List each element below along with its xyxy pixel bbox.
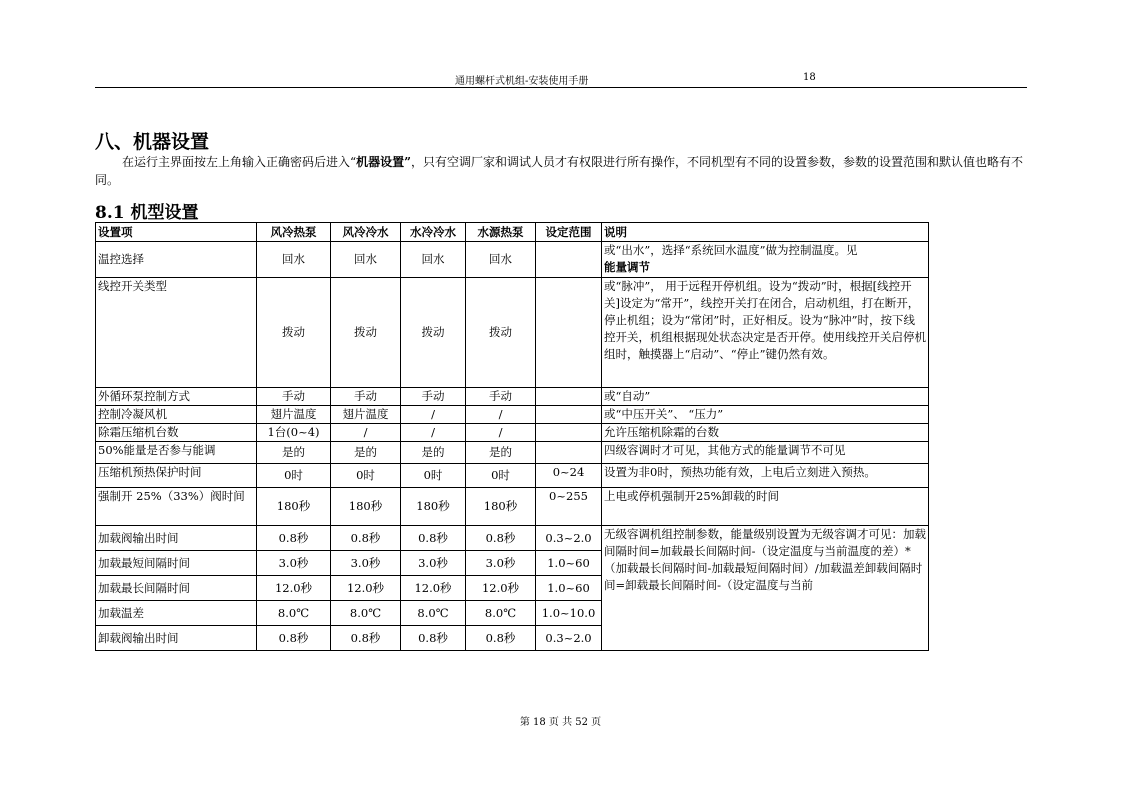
value-cell: 8.0℃ xyxy=(257,601,331,626)
table-row xyxy=(96,442,929,464)
value-cell: 0.8秒 xyxy=(466,526,536,551)
header-cell: 水源热泵 xyxy=(466,223,536,242)
table-row xyxy=(96,488,929,526)
value-cell: 拨动 xyxy=(466,278,536,388)
header-page-number: 18 xyxy=(803,72,816,83)
value-cell: 180秒 xyxy=(331,488,401,526)
value-cell: 0时 xyxy=(401,464,466,488)
table-row xyxy=(96,424,929,442)
value-cell: 是的 xyxy=(331,442,401,464)
value-cell: 0.8秒 xyxy=(257,526,331,551)
desc-cell: 四级容调时才可见，其他方式的能量调节不可见 xyxy=(602,442,929,464)
value-cell: 拨动 xyxy=(401,278,466,388)
item-cell: 50%能量是否参与能调 xyxy=(96,442,257,464)
range-cell: 0.3~2.0 xyxy=(536,526,602,551)
desc-cell: 或“中压开关”、 “压力” xyxy=(602,406,929,424)
table-row xyxy=(96,464,929,488)
value-cell: 回水 xyxy=(257,242,331,278)
value-cell: 0.8秒 xyxy=(466,626,536,651)
value-cell: 拨动 xyxy=(331,278,401,388)
item-cell: 控制冷凝风机 xyxy=(96,406,257,424)
value-cell: 手动 xyxy=(257,388,331,406)
value-cell: 手动 xyxy=(401,388,466,406)
value-cell: 180秒 xyxy=(257,488,331,526)
desc-text: 或“出水”，选择“系统回水温度”做为控制温度。见 xyxy=(604,243,858,257)
table-row xyxy=(96,242,929,278)
value-cell: 是的 xyxy=(466,442,536,464)
value-cell: 0.8秒 xyxy=(331,626,401,651)
item-cell: 强制开 25%（33%）阀时间 xyxy=(96,488,257,526)
header-cell: 说明 xyxy=(602,223,929,242)
value-cell: 3.0秒 xyxy=(331,551,401,576)
value-cell: 12.0秒 xyxy=(331,576,401,601)
item-cell: 加载阀输出时间 xyxy=(96,526,257,551)
range-cell: 0~255 xyxy=(536,488,602,526)
value-cell: 0时 xyxy=(331,464,401,488)
desc-cell: 上电或停机强制开25%卸载的时间 xyxy=(602,488,929,526)
merged-desc-text: 无级容调机组控制参数，能量级别设置为无级容调才可见：加载间隔时间=加载最长间隔时间-（设定温度与当前温度的差）*（加载最长间隔时间-加载最短间隔时间）/加载温差卸载间隔时间=卸载最长间隔时间-（设定温度与当前 xyxy=(604,527,926,592)
value-cell: 12.0秒 xyxy=(466,576,536,601)
value-cell: 拨动 xyxy=(257,278,331,388)
value-cell: 手动 xyxy=(331,388,401,406)
header-cell: 风冷热泵 xyxy=(257,223,331,242)
value-cell: 回水 xyxy=(401,242,466,278)
intro-prefix: 在运行主界面按左上角输入正确密码后进入“ xyxy=(122,155,357,169)
range-cell xyxy=(536,442,602,464)
range-cell xyxy=(536,424,602,442)
item-cell: 线控开关类型 xyxy=(96,278,257,388)
intro-bold: 机器设置” xyxy=(356,155,412,169)
item-cell: 加载最长间隔时间 xyxy=(96,576,257,601)
value-cell: / xyxy=(331,424,401,442)
value-cell: 0时 xyxy=(466,464,536,488)
value-cell: 12.0秒 xyxy=(257,576,331,601)
value-cell: 12.0秒 xyxy=(401,576,466,601)
range-cell xyxy=(536,406,602,424)
section-title: 八、机器设置 xyxy=(95,131,210,153)
item-cell: 卸载阀输出时间 xyxy=(96,626,257,651)
desc-bold-link: 能量调节 xyxy=(604,260,650,274)
range-cell: 1.0~60 xyxy=(536,551,602,576)
value-cell: 0时 xyxy=(257,464,331,488)
header-cell: 设置项 xyxy=(96,223,257,242)
range-cell: 1.0~60 xyxy=(536,576,602,601)
value-cell: 3.0秒 xyxy=(257,551,331,576)
range-cell xyxy=(536,388,602,406)
settings-table xyxy=(95,222,929,651)
desc-cell: 允许压缩机除霜的台数 xyxy=(602,424,929,442)
range-cell: 0.3~2.0 xyxy=(536,626,602,651)
table-row xyxy=(96,388,929,406)
item-cell: 温控选择 xyxy=(96,242,257,278)
value-cell: 3.0秒 xyxy=(466,551,536,576)
value-cell: 3.0秒 xyxy=(401,551,466,576)
desc-cell: 或“脉冲”， 用于远程开停机组。设为“拨动”时，根据[线控开关]设定为“常开”，线控开关打在闭合，启动机组，打在断开，停止机组；设为“常闭”时，正好相反。设为“脉冲”时，按下线控开关，机组根据现处状态决定是否开停。使用线控开关启停机组时，触摸器上“启动”、“停止”键仍然有效。 xyxy=(602,278,929,388)
value-cell: 手动 xyxy=(466,388,536,406)
value-cell: 回水 xyxy=(331,242,401,278)
value-cell: / xyxy=(466,406,536,424)
value-cell: 是的 xyxy=(401,442,466,464)
subsection-title: 8.1 机型设置 xyxy=(95,203,199,223)
value-cell: 8.0℃ xyxy=(466,601,536,626)
value-cell: 翅片温度 xyxy=(331,406,401,424)
item-cell: 外循环泵控制方式 xyxy=(96,388,257,406)
table-row xyxy=(96,278,929,388)
value-cell: 0.8秒 xyxy=(401,626,466,651)
value-cell: 8.0℃ xyxy=(331,601,401,626)
value-cell: 0.8秒 xyxy=(331,526,401,551)
value-cell: 180秒 xyxy=(466,488,536,526)
value-cell: 8.0℃ xyxy=(401,601,466,626)
item-cell: 加载温差 xyxy=(96,601,257,626)
value-cell: / xyxy=(401,424,466,442)
header-cell: 水冷冷水 xyxy=(401,223,466,242)
range-cell xyxy=(536,278,602,388)
range-cell xyxy=(536,242,602,278)
header-cell: 设定范围 xyxy=(536,223,602,242)
page-footer: 第 18 页 共 52 页 xyxy=(519,717,602,728)
value-cell: 回水 xyxy=(466,242,536,278)
range-cell: 1.0~10.0 xyxy=(536,601,602,626)
table-header-row xyxy=(96,223,929,242)
desc-cell xyxy=(602,242,929,278)
value-cell: / xyxy=(466,424,536,442)
value-cell: 翅片温度 xyxy=(257,406,331,424)
section-intro xyxy=(95,153,1030,189)
desc-cell: 设置为非0时，预热功能有效，上电后立刻进入预热。 xyxy=(602,464,929,488)
range-cell: 0~24 xyxy=(536,464,602,488)
desc-cell: 或“自动” xyxy=(602,388,929,406)
value-cell: 1台(0~4) xyxy=(257,424,331,442)
value-cell: 是的 xyxy=(257,442,331,464)
page-header xyxy=(95,70,1027,88)
intro-suffix: ，只有空调厂家和调试人员才有权限进行所有操作，不同机型有不同的设置参数，参数的设置范围和默认值也略有不同。 xyxy=(95,155,1024,187)
value-cell: 0.8秒 xyxy=(401,526,466,551)
value-cell: 180秒 xyxy=(401,488,466,526)
value-cell: 0.8秒 xyxy=(257,626,331,651)
merged-desc-cell xyxy=(602,526,929,651)
item-cell: 除霜压缩机台数 xyxy=(96,424,257,442)
table-row xyxy=(96,406,929,424)
item-cell: 加载最短间隔时间 xyxy=(96,551,257,576)
table-row xyxy=(96,526,929,551)
item-cell: 压缩机预热保护时间 xyxy=(96,464,257,488)
value-cell: / xyxy=(401,406,466,424)
header-title: 通用螺杆式机组-安装使用手册 xyxy=(455,76,589,87)
header-cell: 风冷冷水 xyxy=(331,223,401,242)
